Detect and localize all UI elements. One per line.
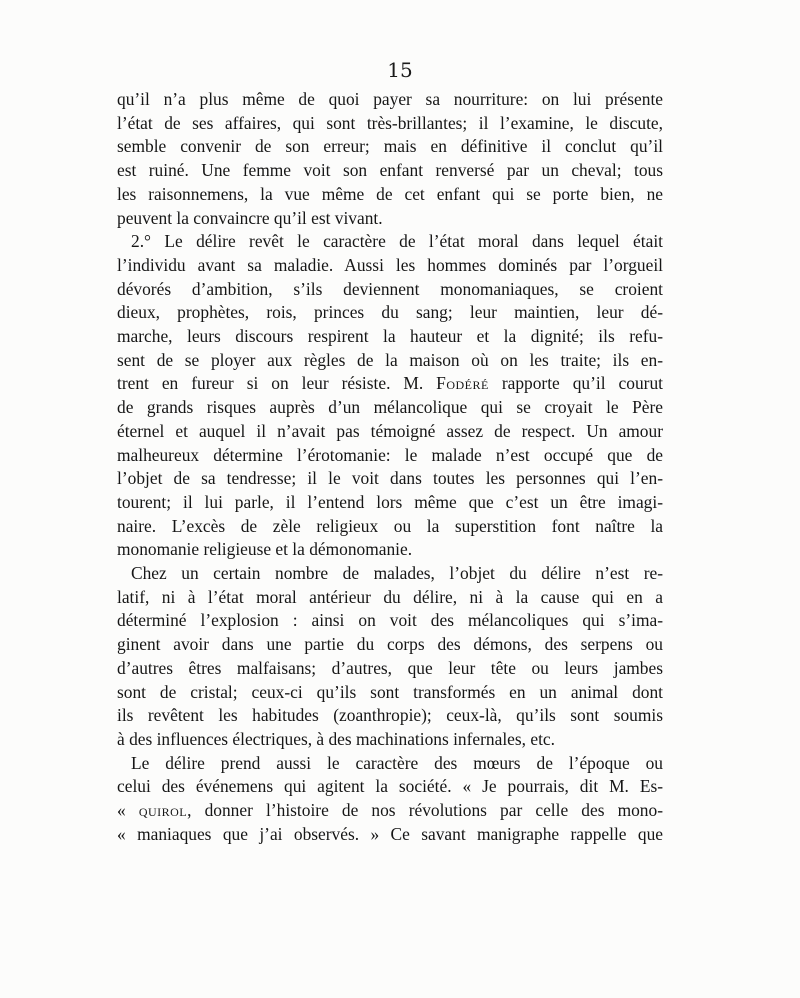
paragraph (117, 752, 663, 847)
author-name: quirol (138, 800, 188, 821)
paragraph (117, 230, 663, 562)
text-line: 2.° Le délire revêt le caractère de l’état moral dans lequel était (131, 231, 663, 252)
text-line: marche, leurs discours respirent la hauteur et la dignité; ils refu- (117, 326, 663, 347)
paragraph (117, 562, 663, 752)
text-line (117, 372, 663, 396)
text-line: à des influences électriques, à des machinations infernales, etc. (117, 728, 555, 749)
text-line: l’objet de sa tendresse; il le voit dans toutes les personnes qui l’en- (117, 468, 663, 489)
text-line: est ruiné. Une femme voit son enfant renversé par un cheval; tous (117, 160, 663, 181)
body-text (117, 88, 663, 847)
text-fragment: rapporte qu’il courut (501, 373, 663, 394)
text-line: les raisonnemens, la vue même de cet enfant qui se porte bien, ne (117, 183, 663, 204)
text-line: déterminé l’explosion : ainsi on voit des mélancoliques qui s’ima- (117, 610, 663, 631)
text-fragment: trent en fureur si on leur résiste. M. (117, 373, 437, 394)
text-line: dieux, prophètes, rois, princes du sang; leur maintien, leur dé- (117, 302, 663, 323)
text-line: d’autres êtres malfaisans; d’autres, que leur tête ou leurs jambes (117, 657, 663, 678)
text-line: ils revêtent les habitudes (zoanthropie); ceux-là, qu’ils sont soumis (117, 705, 663, 726)
text-line: sont de cristal; ceux-ci qu’ils sont transformés en un animal dont (117, 681, 663, 702)
text-line: l’état de ses affaires, qui sont très-brillantes; il l’examine, le discute, (117, 112, 663, 133)
text-line: semble convenir de son erreur; mais en définitive il conclut qu’il (117, 136, 663, 157)
text-line: éternel et auquel il n’avait pas témoigné assez de respect. Un amour (117, 420, 663, 441)
text-line: malheureux détermine l’érotomanie: le malade n’est occupé que de (117, 444, 663, 465)
text-line: latif, ni à l’état moral antérieur du délire, ni à la cause qui en a (117, 586, 663, 607)
text-line: « maniaques que j’ai observés. » Ce savant manigraphe rappelle que (117, 823, 663, 844)
text-line (117, 799, 663, 823)
text-line: tourent; il lui parle, il l’entend lors même que c’est un être imagi- (117, 491, 663, 512)
text-line: peuvent la convaincre qu’il est vivant. (117, 207, 383, 228)
text-line: celui des événemens qui agitent la société. « Je pourrais, dit M. Es- (117, 776, 663, 797)
text-fragment: « (117, 800, 139, 821)
text-line: sent de se ployer aux règles de la maison où on les traite; ils en- (117, 349, 663, 370)
text-line: de grands risques auprès d’un mélancolique qui se croyait le Père (117, 397, 663, 418)
page-number: 15 (387, 58, 413, 82)
text-line: dévorés d’ambition, s’ils deviennent monomaniaques, se croient (117, 278, 663, 299)
text-line: qu’il n’a plus même de quoi payer sa nourriture: on lui présente (117, 89, 663, 109)
text-line: Le délire prend aussi le caractère des mœurs de l’époque ou (131, 752, 663, 773)
author-name: Fodéré (436, 373, 489, 394)
text-line: l’individu avant sa maladie. Aussi les hommes dominés par l’orgueil (117, 254, 663, 275)
text-line: ginent avoir dans une partie du corps des démons, des serpens ou (117, 634, 663, 655)
paragraph (117, 88, 663, 230)
text-line: monomanie religieuse et la démonomanie. (117, 539, 413, 560)
text-line: naire. L’excès de zèle religieux ou la superstition font naître la (117, 515, 663, 536)
text-fragment: , donner l’histoire de nos révolutions par celle des mono- (187, 800, 663, 821)
text-line: Chez un certain nombre de malades, l’objet du délire n’est re- (131, 563, 663, 584)
